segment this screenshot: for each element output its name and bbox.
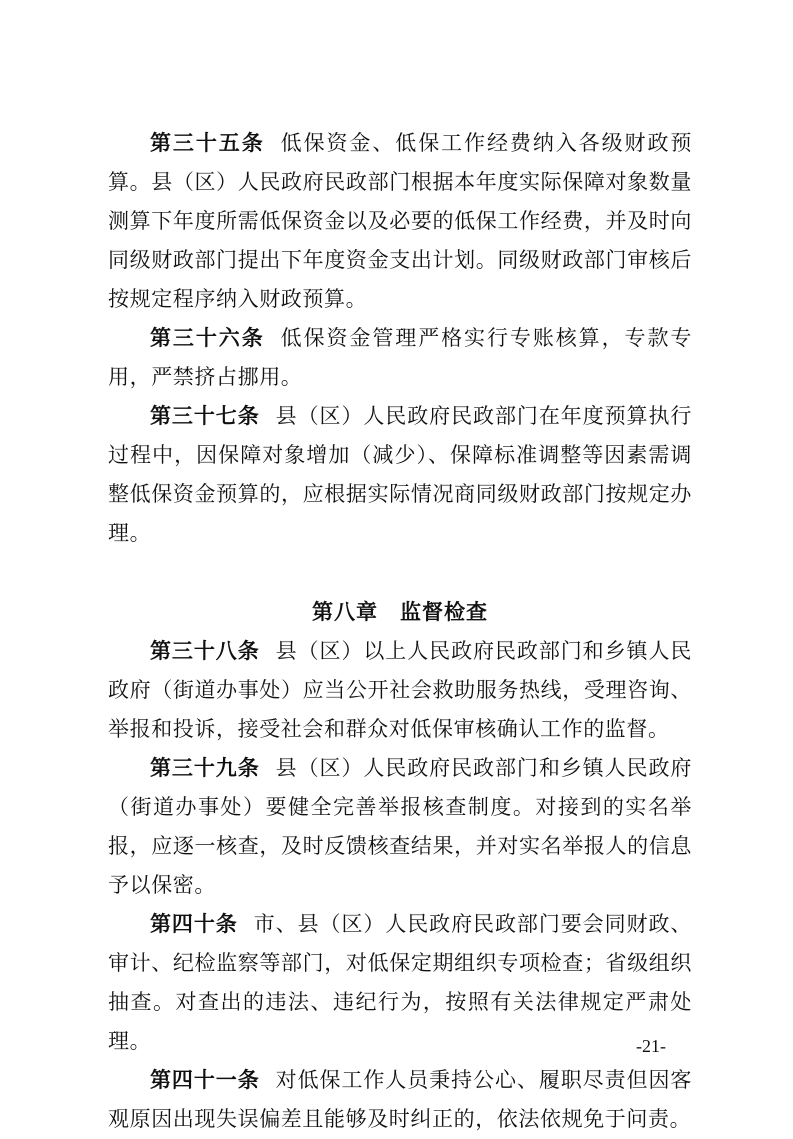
article-label: 第三十七条 [150, 404, 260, 428]
article-38 [108, 632, 692, 749]
article-36 [108, 319, 692, 397]
chapter-title: 第八章 监督检查 [312, 600, 488, 624]
article-text: 低保资金管理严格实行专账核算，专款专用，严禁挤占挪用。 [108, 326, 692, 389]
article-41 [108, 1061, 692, 1139]
article-text: 对低保工作人员秉持公心、履职尽责但因客观原因出现失误偏差且能够及时纠正的，依法依规免于问责。 [108, 1068, 692, 1131]
article-text: 低保资金、低保工作经费纳入各级财政预算。县（区）人民政府民政部门根据本年度实际保障对象数量测算下年度所需低保资金以及必要的低保工作经费，并及时向同级财政部门提出下年度资金支出计划。同级财政部门审核后按规定程序纳入财政预算。 [108, 131, 692, 311]
article-label: 第三十八条 [150, 639, 260, 663]
article-35 [108, 124, 692, 319]
article-label: 第四十一条 [150, 1068, 260, 1092]
article-label: 第三十九条 [150, 756, 260, 780]
article-text: 市、县（区）人民政府民政部门要会同财政、审计、纪检监察等部门，对低保定期组织专项检查；省级组织抽查。对查出的违法、违纪行为，按照有关法律规定严肃处理。 [108, 912, 693, 1053]
document-body [108, 124, 692, 1139]
article-label: 第四十条 [150, 912, 238, 936]
article-text: 县（区）以上人民政府民政部门和乡镇人民政府（街道办事处）应当公开社会救助服务热线，受理咨询、举报和投诉，接受社会和群众对低保审核确认工作的监督。 [108, 639, 692, 741]
page-number: -21- [636, 1036, 666, 1056]
article-label: 第三十五条 [150, 131, 265, 155]
article-label: 第三十六条 [150, 326, 265, 350]
article-37 [108, 397, 692, 553]
article-39 [108, 749, 692, 905]
article-40 [108, 905, 692, 1061]
article-text: 县（区）人民政府民政部门在年度预算执行过程中，因保障对象增加（减少）、保障标准调整等因素需调整低保资金预算的，应根据实际情况商同级财政部门按规定办理。 [108, 404, 692, 545]
article-text: 县（区）人民政府民政部门和乡镇人民政府（街道办事处）要健全完善举报核查制度。对接到的实名举报，应逐一核查，及时反馈核查结果，并对实名举报人的信息予以保密。 [108, 756, 692, 897]
